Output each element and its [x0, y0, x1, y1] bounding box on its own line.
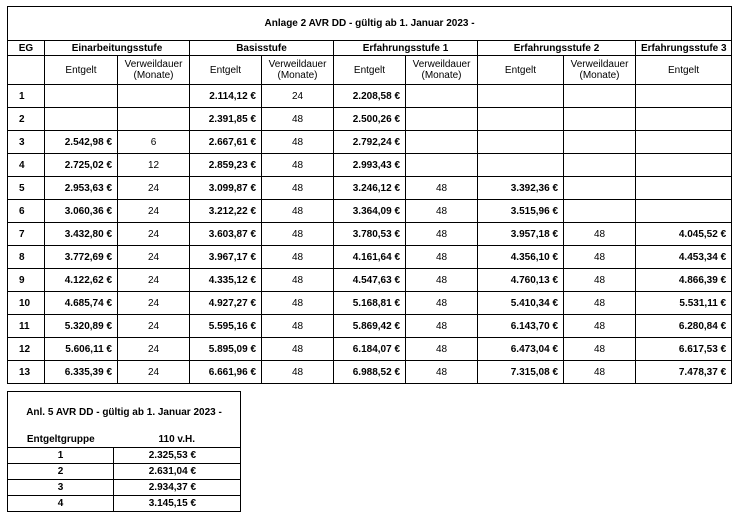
entgelt-cell: 5.168,81 € — [334, 292, 406, 315]
subheader-entgelt: Entgelt — [45, 56, 118, 85]
annex5-body — [8, 448, 241, 512]
entgelt-cell: 7.478,37 € — [636, 361, 732, 384]
salary-table-anlage-5 — [7, 391, 241, 512]
subheader-verweildauer: Verweildauer (Monate) — [262, 56, 334, 85]
entgelt-cell: 6.661,96 € — [190, 361, 262, 384]
entgelt-cell: 4.547,63 € — [334, 269, 406, 292]
verweildauer-cell — [118, 108, 190, 131]
table-row — [8, 177, 732, 200]
verweildauer-cell: 48 — [262, 292, 334, 315]
entgelt-cell: 5.531,11 € — [636, 292, 732, 315]
annex5-value-cell: 2.934,37 € — [114, 480, 241, 496]
verweildauer-cell — [406, 154, 478, 177]
entgelt-cell: 3.515,96 € — [478, 200, 564, 223]
entgelt-cell: 3.432,80 € — [45, 223, 118, 246]
verweildauer-cell — [406, 108, 478, 131]
subheader-verweildauer: Verweildauer (Monate) — [564, 56, 636, 85]
entgelt-cell: 2.208,58 € — [334, 85, 406, 108]
verweildauer-cell: 48 — [262, 315, 334, 338]
verweildauer-cell: 24 — [118, 177, 190, 200]
verweildauer-cell: 48 — [406, 361, 478, 384]
entgelt-cell: 2.667,61 € — [190, 131, 262, 154]
verweildauer-cell: 48 — [406, 338, 478, 361]
annex5-row — [8, 464, 241, 480]
entgelt-cell: 2.993,43 € — [334, 154, 406, 177]
entgelt-cell: 4.356,10 € — [478, 246, 564, 269]
verweildauer-cell: 48 — [262, 200, 334, 223]
table-row — [8, 315, 732, 338]
subheader-entgelt: Entgelt — [190, 56, 262, 85]
verweildauer-cell: 24 — [118, 200, 190, 223]
entgelt-cell: 3.212,22 € — [190, 200, 262, 223]
annex5-group-cell: 3 — [8, 480, 114, 496]
eg-cell: 4 — [8, 154, 45, 177]
header-basisstufe: Basisstufe — [190, 41, 334, 56]
verweildauer-cell: 48 — [406, 223, 478, 246]
entgelt-cell: 7.315,08 € — [478, 361, 564, 384]
annex5-row — [8, 448, 241, 464]
entgelt-cell: 5.895,09 € — [190, 338, 262, 361]
eg-cell: 9 — [8, 269, 45, 292]
table-row — [8, 269, 732, 292]
verweildauer-cell: 24 — [262, 85, 334, 108]
verweildauer-cell — [564, 131, 636, 154]
subheader-entgelt: Entgelt — [636, 56, 732, 85]
verweildauer-cell: 48 — [406, 269, 478, 292]
entgelt-cell: 3.099,87 € — [190, 177, 262, 200]
eg-cell: 8 — [8, 246, 45, 269]
eg-cell: 7 — [8, 223, 45, 246]
entgelt-cell — [478, 154, 564, 177]
table-row — [8, 223, 732, 246]
entgelt-cell: 3.060,36 € — [45, 200, 118, 223]
verweildauer-cell — [406, 131, 478, 154]
eg-cell: 10 — [8, 292, 45, 315]
annex5-value-cell: 3.145,15 € — [114, 496, 241, 512]
entgelt-cell: 6.988,52 € — [334, 361, 406, 384]
entgelt-cell: 3.392,36 € — [478, 177, 564, 200]
eg-cell: 1 — [8, 85, 45, 108]
header-erfahrungsstufe-1: Erfahrungsstufe 1 — [334, 41, 478, 56]
entgelt-cell — [636, 177, 732, 200]
annex5-value-cell: 2.325,53 € — [114, 448, 241, 464]
verweildauer-cell: 48 — [406, 315, 478, 338]
verweildauer-cell — [564, 200, 636, 223]
entgelt-cell: 6.143,70 € — [478, 315, 564, 338]
entgelt-cell: 2.859,23 € — [190, 154, 262, 177]
verweildauer-cell — [564, 177, 636, 200]
header-erfahrungsstufe-2: Erfahrungsstufe 2 — [478, 41, 636, 56]
salary-table-anlage-2 — [7, 6, 732, 384]
verweildauer-cell: 24 — [118, 338, 190, 361]
entgelt-cell — [45, 108, 118, 131]
entgelt-cell: 3.957,18 € — [478, 223, 564, 246]
verweildauer-cell: 48 — [564, 361, 636, 384]
verweildauer-cell: 48 — [262, 361, 334, 384]
entgelt-cell: 3.364,09 € — [334, 200, 406, 223]
table-row — [8, 200, 732, 223]
entgelt-cell: 5.606,11 € — [45, 338, 118, 361]
table-row — [8, 361, 732, 384]
subheader-empty — [8, 56, 45, 85]
verweildauer-cell: 48 — [564, 338, 636, 361]
entgelt-cell: 4.453,34 € — [636, 246, 732, 269]
table-row — [8, 246, 732, 269]
entgelt-cell — [636, 108, 732, 131]
verweildauer-cell: 48 — [262, 108, 334, 131]
entgelt-cell: 2.542,98 € — [45, 131, 118, 154]
verweildauer-cell: 24 — [118, 223, 190, 246]
entgelt-cell: 4.927,27 € — [190, 292, 262, 315]
entgelt-cell: 6.473,04 € — [478, 338, 564, 361]
verweildauer-cell — [118, 85, 190, 108]
entgelt-cell: 4.866,39 € — [636, 269, 732, 292]
subheader-verweildauer: Verweildauer (Monate) — [406, 56, 478, 85]
entgelt-cell: 4.122,62 € — [45, 269, 118, 292]
verweildauer-cell: 48 — [564, 223, 636, 246]
verweildauer-cell — [564, 108, 636, 131]
eg-cell: 13 — [8, 361, 45, 384]
eg-cell: 11 — [8, 315, 45, 338]
entgelt-cell: 3.772,69 € — [45, 246, 118, 269]
eg-cell: 5 — [8, 177, 45, 200]
entgelt-cell: 4.161,64 € — [334, 246, 406, 269]
table-body — [8, 85, 732, 384]
entgelt-cell — [478, 108, 564, 131]
verweildauer-cell — [406, 85, 478, 108]
verweildauer-cell: 48 — [262, 154, 334, 177]
entgelt-cell — [478, 131, 564, 154]
verweildauer-cell: 48 — [406, 177, 478, 200]
verweildauer-cell — [564, 85, 636, 108]
entgelt-cell: 2.792,24 € — [334, 131, 406, 154]
entgelt-cell: 4.335,12 € — [190, 269, 262, 292]
entgelt-cell: 3.246,12 € — [334, 177, 406, 200]
table-row — [8, 85, 732, 108]
entgelt-cell: 6.617,53 € — [636, 338, 732, 361]
annex5-value-cell: 2.631,04 € — [114, 464, 241, 480]
verweildauer-cell: 48 — [262, 246, 334, 269]
subheader-entgelt: Entgelt — [334, 56, 406, 85]
entgelt-cell: 3.967,17 € — [190, 246, 262, 269]
annex5-group-cell: 2 — [8, 464, 114, 480]
verweildauer-cell: 6 — [118, 131, 190, 154]
eg-cell: 3 — [8, 131, 45, 154]
verweildauer-cell: 48 — [406, 292, 478, 315]
verweildauer-cell: 12 — [118, 154, 190, 177]
annex5-row — [8, 480, 241, 496]
annex5-title: Anl. 5 AVR DD - gültig ab 1. Januar 2023 - — [8, 392, 241, 433]
entgelt-cell: 3.603,87 € — [190, 223, 262, 246]
annex5-group-cell: 4 — [8, 496, 114, 512]
entgelt-cell: 5.320,89 € — [45, 315, 118, 338]
entgelt-cell: 2.114,12 € — [190, 85, 262, 108]
entgelt-cell: 3.780,53 € — [334, 223, 406, 246]
entgelt-cell: 6.280,84 € — [636, 315, 732, 338]
entgelt-cell — [636, 85, 732, 108]
entgelt-cell: 2.500,26 € — [334, 108, 406, 131]
annex5-header-group: Entgeltgruppe — [8, 432, 114, 448]
verweildauer-cell: 48 — [564, 269, 636, 292]
entgelt-cell — [636, 131, 732, 154]
table-row — [8, 292, 732, 315]
eg-cell: 6 — [8, 200, 45, 223]
verweildauer-cell: 24 — [118, 292, 190, 315]
verweildauer-cell: 48 — [406, 246, 478, 269]
verweildauer-cell — [564, 154, 636, 177]
eg-cell: 12 — [8, 338, 45, 361]
entgelt-cell: 5.410,34 € — [478, 292, 564, 315]
entgelt-cell — [636, 154, 732, 177]
header-erfahrungsstufe-3: Erfahrungsstufe 3 — [636, 41, 732, 56]
verweildauer-cell: 48 — [262, 338, 334, 361]
verweildauer-cell: 48 — [262, 131, 334, 154]
table-row — [8, 108, 732, 131]
table-row — [8, 131, 732, 154]
verweildauer-cell: 48 — [564, 315, 636, 338]
header-eg: EG — [8, 41, 45, 56]
annex5-header-value: 110 v.H. — [114, 432, 241, 448]
verweildauer-cell: 48 — [262, 269, 334, 292]
header-einarbeitungsstufe: Einarbeitungsstufe — [45, 41, 190, 56]
entgelt-cell — [636, 200, 732, 223]
entgelt-cell: 5.595,16 € — [190, 315, 262, 338]
entgelt-cell — [478, 85, 564, 108]
annex5-row — [8, 496, 241, 512]
verweildauer-cell: 48 — [262, 223, 334, 246]
verweildauer-cell: 48 — [406, 200, 478, 223]
entgelt-cell: 4.760,13 € — [478, 269, 564, 292]
table-row — [8, 154, 732, 177]
annex5-group-cell: 1 — [8, 448, 114, 464]
entgelt-cell: 2.391,85 € — [190, 108, 262, 131]
verweildauer-cell: 24 — [118, 361, 190, 384]
entgelt-cell — [45, 85, 118, 108]
entgelt-cell: 6.184,07 € — [334, 338, 406, 361]
eg-cell: 2 — [8, 108, 45, 131]
entgelt-cell: 2.953,63 € — [45, 177, 118, 200]
entgelt-cell: 6.335,39 € — [45, 361, 118, 384]
subheader-verweildauer: Verweildauer (Monate) — [118, 56, 190, 85]
verweildauer-cell: 48 — [564, 246, 636, 269]
entgelt-cell: 2.725,02 € — [45, 154, 118, 177]
entgelt-cell: 5.869,42 € — [334, 315, 406, 338]
subheader-entgelt: Entgelt — [478, 56, 564, 85]
verweildauer-cell: 24 — [118, 269, 190, 292]
table-row — [8, 338, 732, 361]
verweildauer-cell: 24 — [118, 315, 190, 338]
entgelt-cell: 4.685,74 € — [45, 292, 118, 315]
verweildauer-cell: 48 — [262, 177, 334, 200]
verweildauer-cell: 48 — [564, 292, 636, 315]
entgelt-cell: 4.045,52 € — [636, 223, 732, 246]
table-title: Anlage 2 AVR DD - gültig ab 1. Januar 2023 - — [8, 7, 732, 41]
verweildauer-cell: 24 — [118, 246, 190, 269]
